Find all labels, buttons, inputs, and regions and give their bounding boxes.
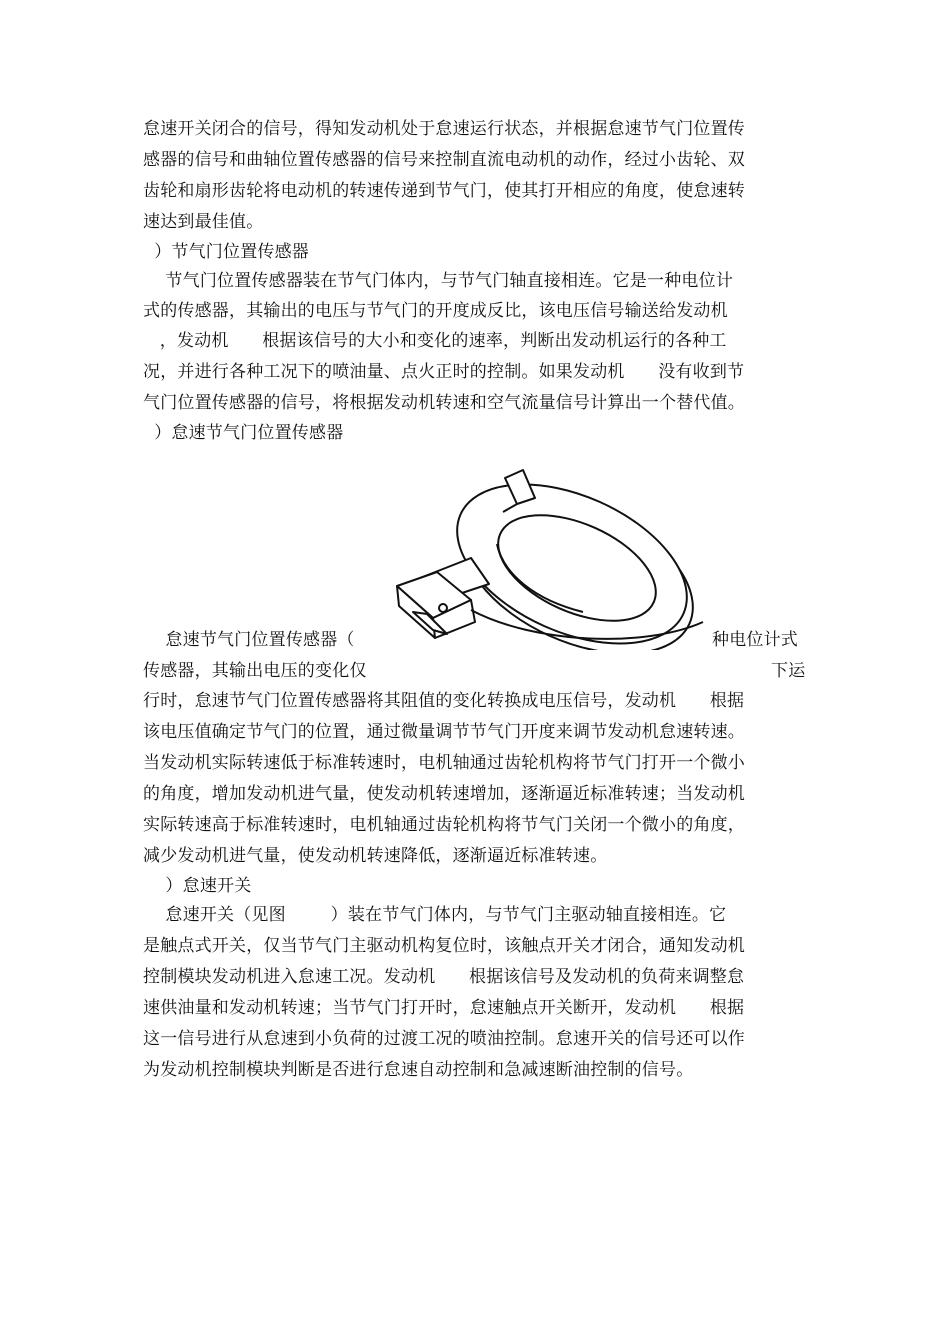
- text-line: 当发动机实际转速低于标准转速时，电机轴通过齿轮机构将节气门打开一个微小: [143, 753, 745, 773]
- text-line: 节气门位置传感器装在节气门体内，与节气门轴直接相连。它是一种电位计: [143, 271, 734, 291]
- text-line: 式的传感器，其输出的电压与节气门的开度成反比，该电压信号输送给发动机: [143, 301, 728, 321]
- text-line: 感器的信号和曲轴位置传感器的信号来控制直流电动机的动作，经过小齿轮、双: [143, 150, 745, 170]
- text-line: 减少发动机进气量，使发动机转速降低，逐渐逼近标准转速。: [143, 846, 608, 866]
- text-line: 齿轮和扇形齿轮将电动机的转速传递到节气门，使其打开相应的角度，使怠速转: [143, 181, 745, 201]
- text-line: 该电压值确定节气门的位置，通过微量调节节气门开度来调节发动机怠速转速。: [143, 722, 745, 742]
- text-line: 况，并进行各种工况下的喷油量、点火正时的控制。如果发动机 没有收到节: [143, 362, 745, 382]
- text-line-fragment: 下运: [771, 661, 806, 681]
- text-line: 怠速开关闭合的信号，得知发动机处于怠速运行状态，并根据怠速节气门位置传: [143, 119, 745, 139]
- text-line: ，发动机 根据该信号的大小和变化的速率，判断出发动机运行的各种工: [143, 331, 727, 351]
- text-line: 实际转速高于标准转速时，电机轴通过齿轮机构将节气门关闭一个微小的角度，: [143, 815, 745, 835]
- section-heading: ）怠速开关: [143, 876, 252, 896]
- text-line-fragment: 种电位计式: [712, 630, 798, 650]
- text-line: 的角度，增加发动机进气量，使发动机转速增加，逐渐逼近标准转速；当发动机: [143, 784, 745, 804]
- text-line: 怠速节气门位置传感器（: [143, 630, 355, 650]
- text-line: 速供油量和发动机转速；当节气门打开时，怠速触点开关断开，发动机 根据: [143, 998, 745, 1018]
- text-line: 行时，怠速节气门位置传感器将其阻值的变化转换成电压信号，发动机 根据: [143, 691, 745, 711]
- section-heading: ）怠速节气门位置传感器: [143, 423, 344, 443]
- section-heading: ）节气门位置传感器: [143, 242, 310, 262]
- idle-throttle-sensor-figure: [385, 462, 715, 650]
- text-line: 是触点式开关，仅当节气门主驱动机构复位时，该触点开关才闭合，通知发动机: [143, 936, 745, 956]
- text-line: 气门位置传感器的信号，将根据发动机转速和空气流量信号计算出一个替代值。: [143, 393, 745, 413]
- text-line: 速达到最佳值。: [143, 212, 264, 232]
- text-line: 这一信号进行从怠速到小负荷的过渡工况的喷油控制。怠速开关的信号还可以作: [143, 1029, 745, 1049]
- text-line: 传感器，其输出电压的变化仅: [143, 661, 367, 681]
- text-line: 控制模块发动机进入怠速工况。发动机 根据该信号及发动机的负荷来调整怠: [143, 967, 745, 987]
- text-line: 为发动机控制模块判断是否进行怠速自动控制和急减速断油控制的信号。: [143, 1060, 694, 1080]
- text-line: 怠速开关（见图 ）装在节气门体内，与节气门主驱动轴直接相连。它: [143, 905, 727, 925]
